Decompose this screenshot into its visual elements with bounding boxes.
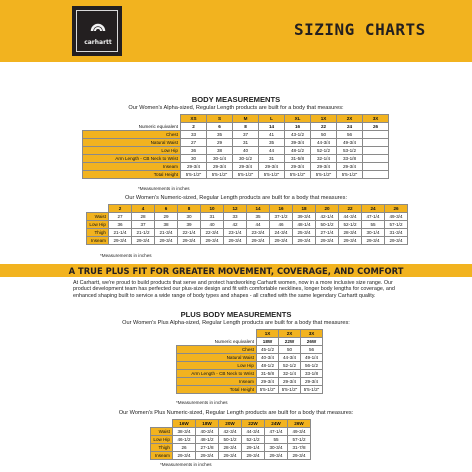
measurement-cell: 52-1/2 <box>339 221 362 229</box>
measurement-cell: 49-3/4 <box>337 139 363 147</box>
measurement-cell: 50-1/2 <box>316 221 339 229</box>
row-label: Waist <box>151 428 173 436</box>
measurement-cell: 21-3/4 <box>155 229 178 237</box>
size-header: 16 <box>270 205 293 213</box>
measurement-cell: 30-1/2 <box>233 155 259 163</box>
measurement-cell: 31-5/8 <box>285 155 311 163</box>
measurement-cell: 29-3/4 <box>293 237 316 245</box>
measurement-cell: 35 <box>247 213 270 221</box>
row-label: Inseam <box>151 452 173 460</box>
numeric-size-table <box>86 204 408 245</box>
measurement-cell: 23-1/4 <box>224 229 247 237</box>
measurement-cell: 5'5-1/2" <box>259 171 285 179</box>
table-row <box>151 436 311 444</box>
measurement-cell: 44-3/4 <box>311 139 337 147</box>
measurement-cell: 39 <box>178 221 201 229</box>
section3-subtitle: Our Women's Plus Alpha-sized, Regular Length products are built for a body that measures: <box>122 320 350 326</box>
row-label: Natural Waist <box>177 354 257 362</box>
row-label: Thigh <box>87 229 109 237</box>
measurement-cell: 5'5-1/2" <box>301 386 323 394</box>
measurement-cell: 49-3/4 <box>288 428 311 436</box>
table-row <box>177 386 323 394</box>
numeric-value: 26 <box>363 123 389 131</box>
measurement-cell: 29-3/4 <box>196 452 219 460</box>
size-header: 18W <box>196 420 219 428</box>
measurement-cell: 5'5-1/2" <box>279 386 301 394</box>
measurement-cell: 31-5/8 <box>257 370 279 378</box>
measurement-cell: 29-3/4 <box>288 452 311 460</box>
measurement-cell: 29-3/4 <box>337 163 363 171</box>
size-header: S <box>207 115 233 123</box>
numeric-value: 22W <box>279 338 301 346</box>
measurement-cell <box>363 171 389 179</box>
measurement-cell: 48-1/2 <box>196 436 219 444</box>
logo-arc-icon <box>90 19 106 35</box>
measurement-cell: 50-1/2 <box>219 436 242 444</box>
logo-frame <box>76 10 118 52</box>
numeric-value: 8 <box>233 123 259 131</box>
row-label: Arm Length - CB Neck to Wrist <box>83 155 181 163</box>
size-header: 3X <box>363 115 389 123</box>
size-header: 6 <box>155 205 178 213</box>
measurement-cell: 43-1/2 <box>285 131 311 139</box>
measurement-cell: 30 <box>181 155 207 163</box>
row-label: Natural Waist <box>83 139 181 147</box>
numeric-label: Numeric equivalent <box>138 123 178 129</box>
row-label: Total Height <box>177 386 257 394</box>
carhartt-logo <box>72 6 122 56</box>
measurement-cell: 37 <box>233 131 259 139</box>
numeric-value: 6 <box>207 123 233 131</box>
measurement-cell: 29-3/4 <box>224 237 247 245</box>
table-row <box>151 452 311 460</box>
measurement-cell: 29-3/4 <box>257 378 279 386</box>
size-header: 8 <box>178 205 201 213</box>
measurement-cell: 38-3/4 <box>173 428 196 436</box>
corner-cell <box>83 115 181 123</box>
header-row <box>87 205 408 213</box>
measurement-cell: 31-3/4 <box>385 229 408 237</box>
size-header: 2X <box>279 330 301 338</box>
size-header: 24 <box>362 205 385 213</box>
measurement-cell: 42 <box>224 221 247 229</box>
measurement-cell: 29-3/4 <box>247 237 270 245</box>
measurement-cell <box>363 139 389 147</box>
measurement-cell: 21-1/4 <box>109 229 132 237</box>
header-row <box>83 115 389 123</box>
measurement-cell <box>363 131 389 139</box>
section2-subtitle: Our Women's Numeric-sized, Regular Length products are built for a body that measures: <box>124 195 348 201</box>
measurement-cell: 29-3/4 <box>259 163 285 171</box>
corner-cell <box>87 205 109 213</box>
measurement-cell: 33-1/8 <box>301 370 323 378</box>
measurement-cell: 24-3/4 <box>270 229 293 237</box>
size-header: 2 <box>109 205 132 213</box>
table-row <box>177 370 323 378</box>
measurement-cell: 29-3/4 <box>155 237 178 245</box>
measurement-cell: 29-3/4 <box>301 378 323 386</box>
measurement-cell: 23-3/4 <box>247 229 270 237</box>
measurement-cell: 49-3/4 <box>385 213 408 221</box>
measurement-cell: 5'5-1/2" <box>337 171 363 179</box>
measurement-cell: 5'5-1/2" <box>181 171 207 179</box>
row-label: Total Height <box>83 171 181 179</box>
row-label: Chest <box>83 131 181 139</box>
measurement-cell: 50 <box>279 346 301 354</box>
measurement-cell: 5'5-1/2" <box>233 171 259 179</box>
measurement-cell: 29-3/4 <box>316 237 339 245</box>
measurement-cell: 52-1/2 <box>311 147 337 155</box>
size-header: 22W <box>242 420 265 428</box>
size-header: 22 <box>339 205 362 213</box>
table-row <box>83 139 389 147</box>
measurement-cell: 39-3/4 <box>285 139 311 147</box>
corner-cell <box>151 420 173 428</box>
measurement-cell: 30-1/4 <box>207 155 233 163</box>
size-header: 18 <box>293 205 316 213</box>
numeric-row <box>177 338 323 346</box>
measurement-cell: 5'5-1/2" <box>207 171 233 179</box>
measurement-cell: 33-1/8 <box>337 155 363 163</box>
measurement-cell: 29-3/4 <box>132 237 155 245</box>
measurement-cell: 29-3/4 <box>285 163 311 171</box>
row-label: Low Hip <box>83 147 181 155</box>
numeric-value: 2 <box>181 123 207 131</box>
plus-numeric-size-table <box>150 419 311 460</box>
size-header: 16W <box>173 420 196 428</box>
measurement-cell: 47-1/4 <box>362 213 385 221</box>
measurement-cell: 27 <box>109 213 132 221</box>
size-header: 3X <box>301 330 323 338</box>
measurement-cell: 36 <box>181 147 207 155</box>
measurement-cell: 56 <box>337 131 363 139</box>
measurement-cell: 44-3/4 <box>279 354 301 362</box>
measurement-cell: 29-3/4 <box>362 237 385 245</box>
page-title: SIZING CHARTS <box>294 20 426 39</box>
row-label: Chest <box>177 346 257 354</box>
measurement-cell: 31 <box>233 139 259 147</box>
measurement-cell: 35 <box>207 131 233 139</box>
measurement-cell: 29-3/4 <box>385 237 408 245</box>
measurement-cell: 27-1/8 <box>196 444 219 452</box>
header-row <box>151 420 311 428</box>
row-label: Waist <box>87 213 109 221</box>
numeric-row <box>83 123 389 131</box>
measurement-cell: 47-1/4 <box>265 428 288 436</box>
measurement-cell: 29-3/4 <box>339 237 362 245</box>
size-header: L <box>259 115 285 123</box>
measurement-cell: 37-1/2 <box>270 213 293 221</box>
measurement-cell: 31 <box>259 155 285 163</box>
corner-cell <box>177 330 257 338</box>
measurement-cell: 57-1/2 <box>288 436 311 444</box>
measurement-cell: 26 <box>173 444 196 452</box>
measurement-cell: 44-3/4 <box>242 428 265 436</box>
table-row <box>87 213 408 221</box>
row-label: Inseam <box>177 378 257 386</box>
table-row <box>177 362 323 370</box>
table-row <box>177 354 323 362</box>
section1-note: *Measurements in inches <box>138 186 190 191</box>
size-header: 20 <box>316 205 339 213</box>
plus-fit-paragraph: At Carhartt, we're proud to build products that serve and protect hardworking Carhartt women, now in a more inclusive size range. Our product development team has perfected our plus-size design and fit with comfortable necklines, longer body lengths for coverage, and enhanced shaping built to service a wide range of body types and shapes - all crafted with the same legendary Carhartt quality. <box>73 280 395 299</box>
measurement-cell: 48-1/2 <box>257 362 279 370</box>
header-row <box>177 330 323 338</box>
table-row <box>83 155 389 163</box>
numeric-value: 14 <box>259 123 285 131</box>
measurement-cell: 27 <box>181 139 207 147</box>
measurement-cell: 57-1/2 <box>385 221 408 229</box>
measurement-cell: 44 <box>247 221 270 229</box>
measurement-cell: 41 <box>259 131 285 139</box>
measurement-cell: 5'5-1/2" <box>257 386 279 394</box>
table-row <box>83 147 389 155</box>
measurement-cell: 42-3/4 <box>219 428 242 436</box>
measurement-cell: 50 <box>311 131 337 139</box>
table-row <box>83 171 389 179</box>
size-header: 26W <box>288 420 311 428</box>
numeric-label: Numeric equivalent <box>214 338 254 344</box>
measurement-cell: 28 <box>132 213 155 221</box>
row-label: Low Hip <box>151 436 173 444</box>
size-header: 1X <box>311 115 337 123</box>
size-header: M <box>233 115 259 123</box>
size-header: 26 <box>385 205 408 213</box>
measurement-cell: 22-3/4 <box>201 229 224 237</box>
measurement-cell: 48-1/4 <box>293 221 316 229</box>
size-header: XS <box>181 115 207 123</box>
table-row <box>87 237 408 245</box>
measurement-cell: 29-3/4 <box>265 452 288 460</box>
size-header: XL <box>285 115 311 123</box>
measurement-cell: 29-3/4 <box>207 163 233 171</box>
row-label: Low Hip <box>87 221 109 229</box>
size-header: 14 <box>247 205 270 213</box>
measurement-cell: 32-1/4 <box>311 155 337 163</box>
measurement-cell: 52-1/2 <box>279 362 301 370</box>
section1-title: BODY MEASUREMENTS <box>191 95 281 104</box>
measurement-cell: 29-3/4 <box>109 237 132 245</box>
table-row <box>87 221 408 229</box>
size-header: 2X <box>337 115 363 123</box>
measurement-cell: 40 <box>201 221 224 229</box>
measurement-cell: 55 <box>265 436 288 444</box>
table-row <box>87 229 408 237</box>
measurement-cell: 29-3/4 <box>173 452 196 460</box>
size-header: 4 <box>132 205 155 213</box>
table-row <box>151 428 311 436</box>
measurement-cell: 29-3/4 <box>201 237 224 245</box>
measurement-cell <box>363 163 389 171</box>
measurement-cell <box>363 147 389 155</box>
measurement-cell: 40 <box>233 147 259 155</box>
section3-note: *Measurements in inches <box>176 400 228 405</box>
measurement-cell: 30-3/4 <box>265 444 288 452</box>
measurement-cell: 36 <box>109 221 132 229</box>
measurement-cell: 46 <box>270 221 293 229</box>
measurement-cell: 29-3/4 <box>219 452 242 460</box>
section3-title: PLUS BODY MEASUREMENTS <box>180 310 292 319</box>
banner-title: A TRUE PLUS FIT FOR GREATER MOVEMENT, COVERAGE, AND COMFORT <box>68 266 404 276</box>
plus-alpha-size-table <box>176 329 323 394</box>
logo-text: carhartt <box>84 39 112 46</box>
measurement-cell: 53-1/2 <box>337 147 363 155</box>
measurement-cell: 40-3/4 <box>196 428 219 436</box>
header-band <box>0 0 472 62</box>
table-row <box>83 163 389 171</box>
measurement-cell: 28-3/4 <box>339 229 362 237</box>
size-header: 10 <box>201 205 224 213</box>
measurement-cell: 56-1/2 <box>301 362 323 370</box>
measurement-cell: 29 <box>207 139 233 147</box>
numeric-value: 24 <box>337 123 363 131</box>
size-header: 20W <box>219 420 242 428</box>
measurement-cell: 29-1/4 <box>242 444 265 452</box>
measurement-cell: 27-1/4 <box>316 229 339 237</box>
measurement-cell: 33 <box>224 213 247 221</box>
row-label: Arm Length - CB Neck to Wrist <box>177 370 257 378</box>
measurement-cell: 31-7/8 <box>288 444 311 452</box>
measurement-cell: 5'5-1/2" <box>285 171 311 179</box>
measurement-cell: 22-1/4 <box>178 229 201 237</box>
measurement-cell: 42-1/4 <box>316 213 339 221</box>
measurement-cell: 38 <box>155 221 178 229</box>
measurement-cell: 5'5-1/2" <box>311 171 337 179</box>
alpha-size-table <box>82 114 389 179</box>
measurement-cell <box>363 155 389 163</box>
measurement-cell: 25-3/4 <box>293 229 316 237</box>
section1-subtitle: Our Women's Alpha-sized, Regular Length products are built for a body that measures: <box>128 105 344 111</box>
measurement-cell: 55 <box>362 221 385 229</box>
section4-note: *Measurements in inches <box>160 462 212 467</box>
measurement-cell: 29-3/4 <box>233 163 259 171</box>
measurement-cell: 30 <box>178 213 201 221</box>
measurement-cell: 29-3/4 <box>242 452 265 460</box>
measurement-cell: 40-3/4 <box>257 354 279 362</box>
table-row <box>177 378 323 386</box>
measurement-cell: 45-1/2 <box>257 346 279 354</box>
numeric-value: 26W <box>301 338 323 346</box>
row-label: Inseam <box>87 237 109 245</box>
numeric-value: 16 <box>285 123 311 131</box>
measurement-cell: 29-3/4 <box>181 163 207 171</box>
table-row <box>151 444 311 452</box>
measurement-cell: 29-3/4 <box>178 237 201 245</box>
measurement-cell: 29 <box>155 213 178 221</box>
measurement-cell: 38 <box>207 147 233 155</box>
size-header: 24W <box>265 420 288 428</box>
row-label: Inseam <box>83 163 181 171</box>
numeric-value: 22 <box>311 123 337 131</box>
section4-subtitle: Our Women's Plus Numeric-sized, Regular Length products are built for a body that measures: <box>118 410 354 416</box>
measurement-cell: 21-1/2 <box>132 229 155 237</box>
section2-note: *Measurements in inches <box>100 253 152 258</box>
measurement-cell: 29-3/4 <box>311 163 337 171</box>
measurement-cell: 30-1/4 <box>362 229 385 237</box>
measurement-cell: 32-1/4 <box>279 370 301 378</box>
measurement-cell: 48-1/2 <box>285 147 311 155</box>
measurement-cell: 39-3/4 <box>293 213 316 221</box>
row-label: Low Hip <box>177 362 257 370</box>
plus-fit-banner <box>0 264 472 277</box>
measurement-cell: 33 <box>181 131 207 139</box>
measurement-cell: 28-3/4 <box>219 444 242 452</box>
measurement-cell: 49-1/4 <box>301 354 323 362</box>
measurement-cell: 44-3/4 <box>339 213 362 221</box>
table-row <box>83 131 389 139</box>
measurement-cell: 56 <box>301 346 323 354</box>
measurement-cell: 31 <box>201 213 224 221</box>
table-row <box>177 346 323 354</box>
row-label: Thigh <box>151 444 173 452</box>
measurement-cell: 44 <box>259 147 285 155</box>
size-header: 1X <box>257 330 279 338</box>
size-header: 12 <box>224 205 247 213</box>
measurement-cell: 29-3/4 <box>270 237 293 245</box>
measurement-cell: 29-3/4 <box>279 378 301 386</box>
measurement-cell: 52-1/2 <box>242 436 265 444</box>
measurement-cell: 46-1/2 <box>173 436 196 444</box>
measurement-cell: 35 <box>259 139 285 147</box>
numeric-value: 18W <box>257 338 279 346</box>
measurement-cell: 37 <box>132 221 155 229</box>
